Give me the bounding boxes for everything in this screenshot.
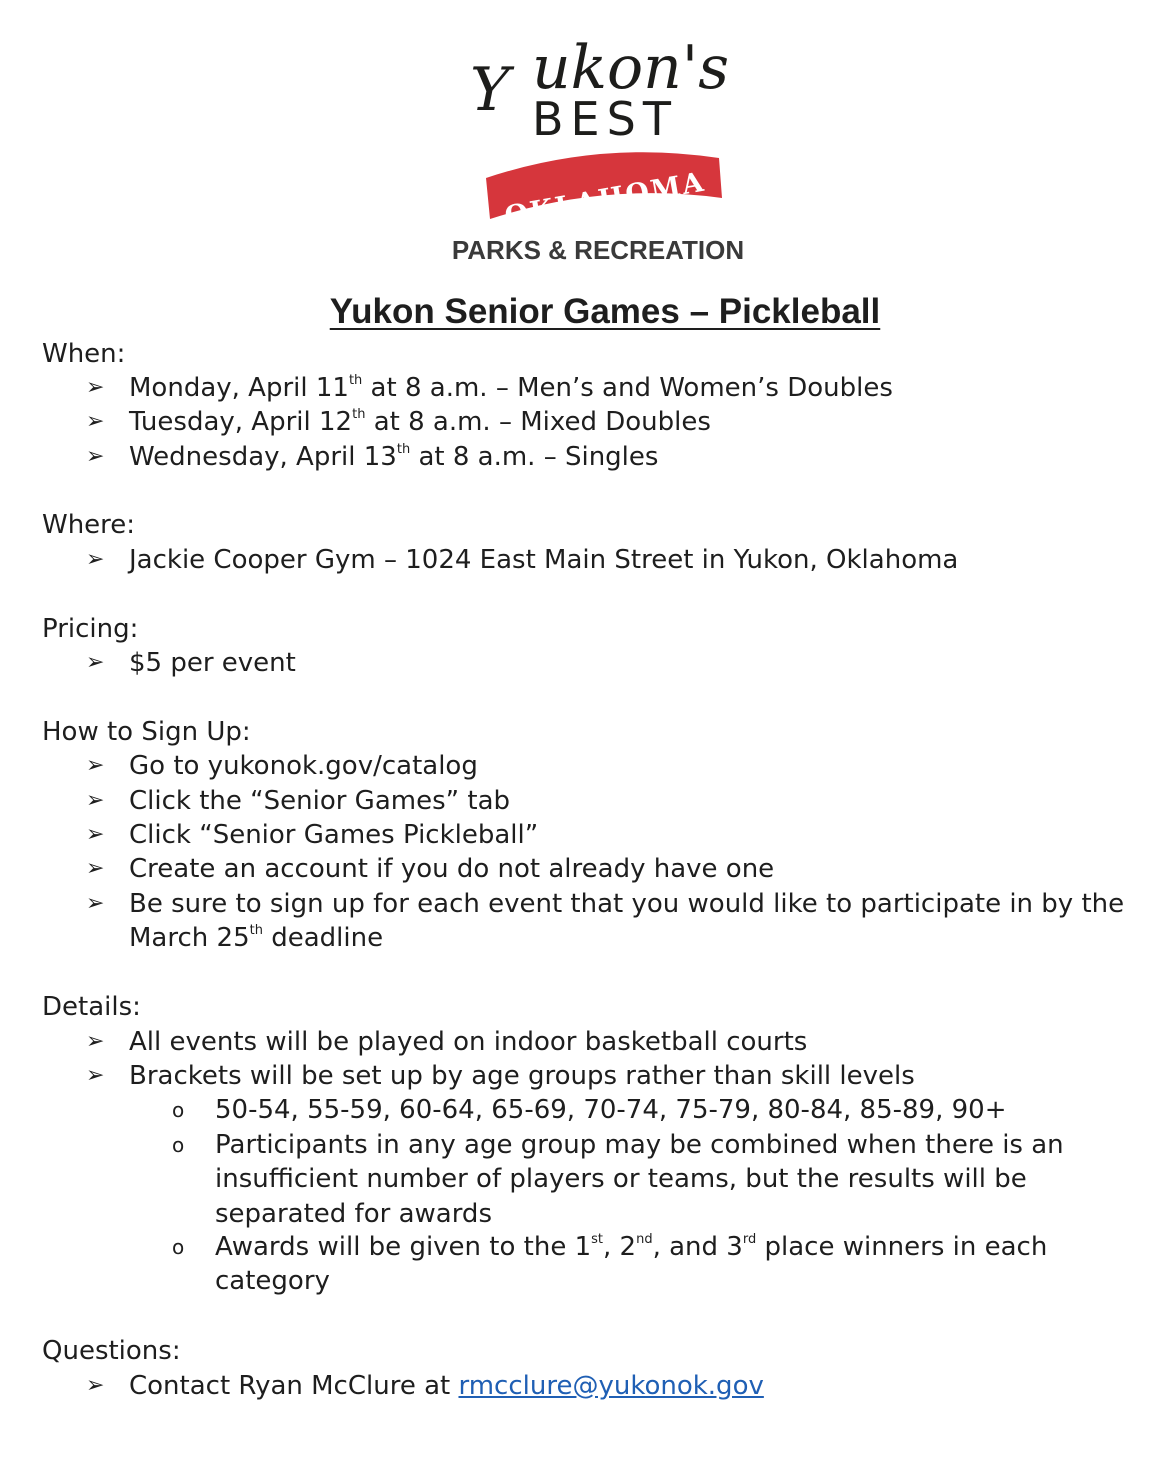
signup-step: ➢ Go to yukonok.gov/catalog — [86, 749, 1156, 783]
arrow-bullet-icon: ➢ — [86, 891, 105, 916]
contact-email-link[interactable]: rmcclure@yukonok.gov — [458, 1371, 764, 1401]
details-sub-item: o Awards will be given to the 1st, 2nd, and 3rd place winners in each category — [172, 1232, 1048, 1297]
signup-step: ➢ Be sure to sign up for each event that you would like to participate in by the March 25th deadline — [86, 889, 1125, 954]
arrow-bullet-icon: ➢ — [86, 650, 105, 675]
details-item: ➢ Brackets will be set up by age groups rather than skill levels — [86, 1059, 1156, 1093]
logo-subtitle: PARKS & RECREATION — [451, 235, 745, 265]
arrow-bullet-icon: ➢ — [86, 822, 105, 847]
yukons-best-logo — [0, 0, 1170, 280]
circle-bullet-icon: o — [172, 1133, 185, 1157]
arrow-bullet-icon: ➢ — [86, 753, 105, 778]
details-sub-item: o 50-54, 55-59, 60-64, 65-69, 70-74, 75-79, 80-84, 85-89, 90+ — [172, 1093, 1162, 1127]
signup-step: ➢ Create an account if you do not already have one — [86, 852, 1156, 886]
arrow-bullet-icon: ➢ — [86, 1063, 105, 1088]
pricing-heading: Pricing: — [42, 614, 139, 644]
details-item: ➢ All events will be played on indoor basketball courts — [86, 1025, 1156, 1059]
circle-bullet-icon: o — [172, 1098, 185, 1122]
arrow-bullet-icon: ➢ — [86, 856, 105, 881]
arrow-bullet-icon: ➢ — [86, 375, 105, 400]
questions-item — [86, 1369, 1156, 1403]
signup-step: ➢ Click “Senior Games Pickleball” — [86, 818, 1156, 852]
arrow-bullet-icon: ➢ — [86, 547, 105, 572]
logo-banner-text: OKLAHOMA — [502, 166, 708, 233]
logo-best-text: BEST — [532, 92, 678, 146]
arrow-bullet-icon: ➢ — [86, 444, 105, 469]
questions-heading: Questions: — [42, 1336, 181, 1366]
arrow-bullet-icon: ➢ — [86, 1373, 105, 1398]
details-sub-item: o Participants in any age group may be combined when there is an insufficient number of players or teams, but the results will be separated for awards — [172, 1130, 1064, 1229]
arrow-bullet-icon: ➢ — [86, 1029, 105, 1054]
logo-initial: Y — [470, 55, 510, 125]
logo-script-text: ukon's — [532, 33, 730, 103]
arrow-bullet-icon: ➢ — [86, 788, 105, 813]
where-heading: Where: — [42, 510, 136, 540]
when-item: ➢ Tuesday, April 12th at 8 a.m. – Mixed Doubles — [86, 405, 1156, 439]
pricing-item: ➢ $5 per event — [86, 646, 1156, 680]
when-heading: When: — [42, 339, 126, 369]
signup-heading: How to Sign Up: — [42, 717, 251, 747]
document-title: Yukon Senior Games – Pickleball — [329, 292, 881, 331]
arrow-bullet-icon: ➢ — [86, 409, 105, 434]
when-item: ➢ Wednesday, April 13th at 8 a.m. – Singles — [86, 440, 1156, 474]
contact-text: Contact Ryan McClure at — [129, 1371, 459, 1401]
where-item: ➢ Jackie Cooper Gym – 1024 East Main Street in Yukon, Oklahoma — [86, 543, 1156, 577]
circle-bullet-icon: o — [172, 1235, 185, 1259]
details-heading: Details: — [42, 992, 141, 1022]
when-item: ➢ Monday, April 11th at 8 a.m. – Men’s and Women’s Doubles — [86, 371, 1156, 405]
signup-step: ➢ Click the “Senior Games” tab — [86, 784, 1156, 818]
